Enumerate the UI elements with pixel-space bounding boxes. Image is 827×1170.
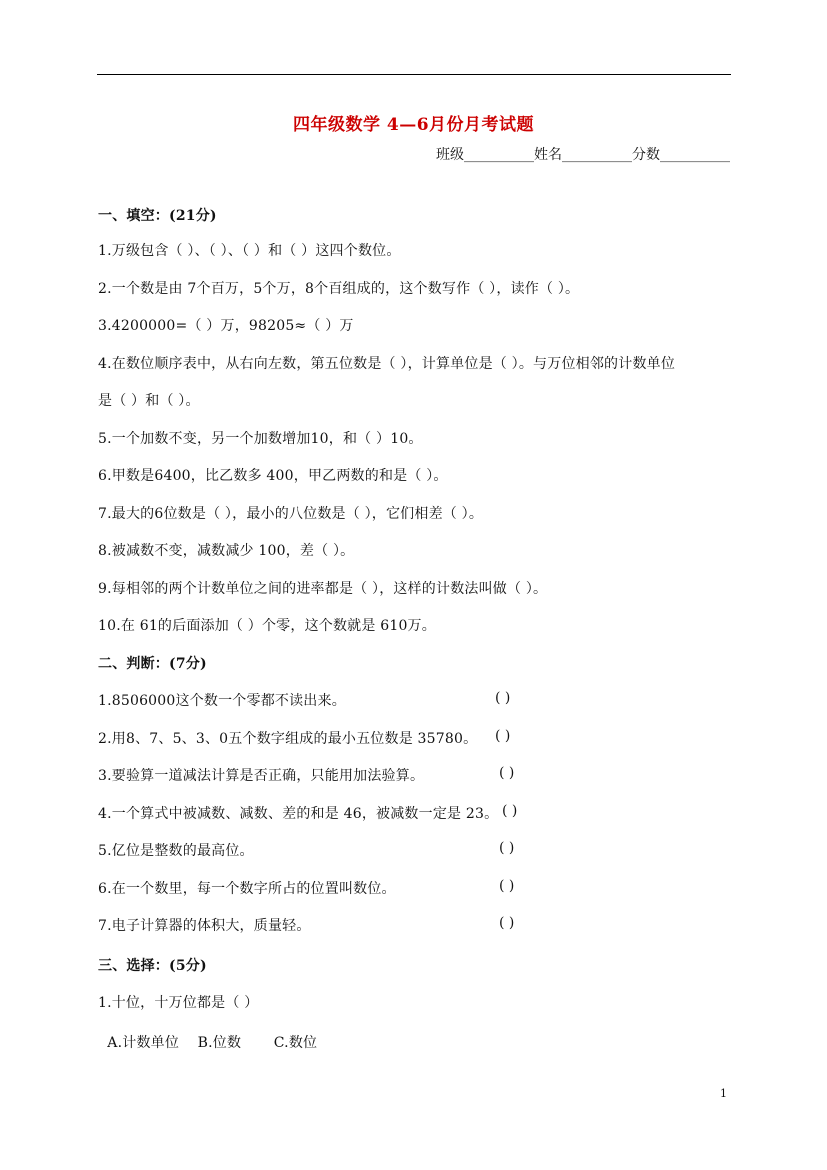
choice-options-1: A.计数单位 B.位数 C.数位 (98, 1035, 318, 1051)
fill-question-7: 7.最大的6位数是（ ），最小的八位数是（ ），它们相差（ ）。 (98, 506, 484, 522)
page-title: 四年级数学 4—6月份月考试题 (292, 115, 535, 135)
header-rule (97, 74, 731, 75)
fill-question-1: 1.万级包含（ ）、（ ）、（ ）和（ ）这四个数位。 (98, 243, 401, 259)
fill-question-10: 10.在 61的后面添加（ ）个零，这个数就是 610万。 (98, 618, 436, 634)
section-heading-choice: 三、选择：(5分) (98, 958, 207, 974)
fill-question-5: 5.一个加数不变，另一个加数增加10，和（ ）10。 (98, 431, 423, 447)
fill-question-2: 2.一个数是由 7个百万，5个万，8个百组成的，这个数写作（ ），读作（ ）。 (98, 281, 580, 297)
fill-question-4: 4.在数位顺序表中，从右向左数，第五位数是（ ），计算单位是（ ）。与万位相邻的计数单位 (98, 356, 676, 372)
choice-question-1: 1.十位，十万位都是（ ） (98, 995, 259, 1011)
judge-answer-blank-5[interactable]: ( ) (499, 840, 515, 856)
judge-question-7: 7.电子计算器的体积大，质量轻。 (98, 918, 311, 934)
fill-question-3: 3.4200000=（ ）万，98205≈（ ）万 (98, 318, 354, 334)
judge-question-3: 3.要验算一道减法计算是否正确，只能用加法验算。 (98, 768, 425, 784)
judge-question-5: 5.亿位是整数的最高位。 (98, 843, 254, 859)
judge-answer-blank-7[interactable]: ( ) (499, 915, 515, 931)
fill-question-6: 6.甲数是6400，比乙数多 400，甲乙两数的和是（ ）。 (98, 468, 448, 484)
judge-question-2: 2.用8、7、5、3、0五个数字组成的最小五位数是 35780。 (98, 731, 478, 747)
fill-question-9: 9.每相邻的两个计数单位之间的进率都是（ ），这样的计数法叫做（ ）。 (98, 581, 548, 597)
judge-answer-blank-3[interactable]: ( ) (499, 765, 515, 781)
judge-question-1: 1.8506000这个数一个零都不读出来。 (98, 693, 346, 709)
section-heading-fill: 一、填空：(21分) (98, 208, 217, 224)
judge-question-6: 6.在一个数里，每一个数字所占的位置叫数位。 (98, 881, 396, 897)
fill-question-4-cont: 是（ ）和（ ）。 (98, 393, 200, 409)
judge-answer-blank-2[interactable]: ( ) (495, 728, 511, 744)
section-heading-judge: 二、判断：(7分) (98, 656, 207, 672)
judge-question-4: 4.一个算式中被减数、减数、差的和是 46，被减数一定是 23。 (98, 806, 499, 822)
page-number: 1 (720, 1087, 727, 1100)
judge-answer-blank-1[interactable]: ( ) (495, 690, 511, 706)
fill-question-8: 8.被减数不变，减数减少 100，差（ ）。 (98, 543, 355, 559)
judge-answer-blank-4[interactable]: ( ) (502, 803, 518, 819)
student-info-line: 班级__________姓名__________分数__________ (436, 147, 730, 163)
judge-answer-blank-6[interactable]: ( ) (499, 878, 515, 894)
